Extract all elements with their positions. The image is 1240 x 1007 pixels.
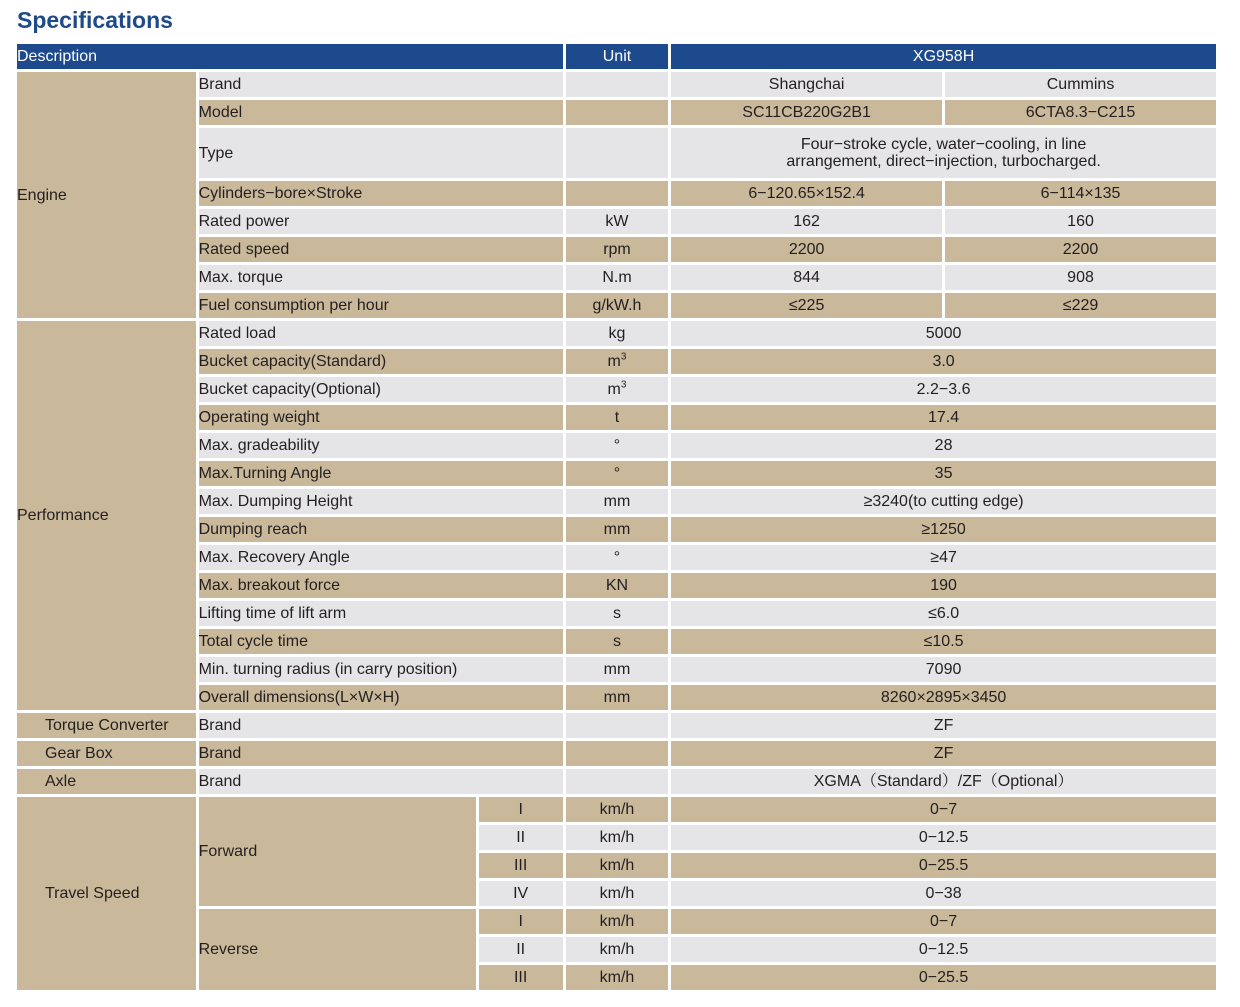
row-unit: t: [566, 405, 668, 430]
table-row: [17, 965, 1216, 990]
row-unit: km/h: [566, 937, 668, 962]
row-value: 0−25.5: [671, 853, 1216, 878]
category-gear-box: Gear Box: [17, 741, 196, 766]
table-row: [17, 769, 1216, 794]
gear-label: IV: [479, 881, 563, 906]
row-value: ≥1250: [671, 517, 1216, 542]
row-value: 0−12.5: [671, 937, 1216, 962]
value-cummins: ≤229: [945, 293, 1216, 318]
table-row: [17, 489, 1216, 514]
row-label: Max. torque: [199, 265, 563, 290]
row-label: Cylinders−bore×Stroke: [199, 181, 563, 206]
row-label: Total cycle time: [199, 629, 563, 654]
row-label: Brand: [199, 741, 563, 766]
value-cummins: 6−114×135: [945, 181, 1216, 206]
unit-superscript: 3: [620, 351, 627, 363]
row-value: 0−7: [671, 797, 1216, 822]
table-header-row: [17, 44, 1216, 69]
table-row: [17, 433, 1216, 458]
row-label: Bucket capacity(Optional): [199, 377, 563, 402]
row-value: 5000: [671, 321, 1216, 346]
row-label: Rated load: [199, 321, 563, 346]
header-description: Description: [17, 44, 563, 69]
row-unit: [566, 72, 668, 97]
gear-label: I: [479, 797, 563, 822]
row-unit: N.m: [566, 265, 668, 290]
row-value: 190: [671, 573, 1216, 598]
row-unit: [566, 741, 668, 766]
row-unit: mm: [566, 489, 668, 514]
row-unit: s: [566, 601, 668, 626]
type-line-2: arrangement, direct−injection, turbocharged.: [786, 153, 1101, 170]
row-label: Lifting time of lift arm: [199, 601, 563, 626]
row-unit: [566, 769, 668, 794]
row-value: 2.2−3.6: [671, 377, 1216, 402]
row-label: Max. Dumping Height: [199, 489, 563, 514]
table-row: [17, 685, 1216, 710]
row-unit: km/h: [566, 881, 668, 906]
row-value: 17.4: [671, 405, 1216, 430]
row-unit: [566, 377, 668, 402]
gear-label: II: [479, 937, 563, 962]
value-shangchai: ≤225: [671, 293, 942, 318]
row-value: 0−38: [671, 881, 1216, 906]
value-type: [671, 128, 1216, 178]
table-row: [17, 181, 1216, 206]
table-row: [17, 321, 1216, 346]
row-unit: mm: [566, 685, 668, 710]
row-label: Overall dimensions(L×W×H): [199, 685, 563, 710]
row-unit: °: [566, 461, 668, 486]
row-unit: [566, 181, 668, 206]
row-label: Min. turning radius (in carry position): [199, 657, 563, 682]
header-model: XG958H: [671, 44, 1216, 69]
row-value: ≥47: [671, 545, 1216, 570]
row-unit: mm: [566, 657, 668, 682]
row-value: 28: [671, 433, 1216, 458]
row-value: 0−25.5: [671, 965, 1216, 990]
table-row: [17, 265, 1216, 290]
table-row: [17, 209, 1216, 234]
row-unit: [566, 128, 668, 178]
table-row: [17, 349, 1216, 374]
row-value: 8260×2895×3450: [671, 685, 1216, 710]
row-label: Max.Turning Angle: [199, 461, 563, 486]
table-row: [17, 545, 1216, 570]
row-unit: rpm: [566, 237, 668, 262]
row-label: Brand: [199, 72, 563, 97]
row-unit: s: [566, 629, 668, 654]
row-unit: °: [566, 545, 668, 570]
row-label: Fuel consumption per hour: [199, 293, 563, 318]
unit-superscript: 3: [620, 379, 627, 391]
table-row: [17, 797, 1216, 822]
category-engine: Engine: [17, 72, 196, 318]
row-value: 3.0: [671, 349, 1216, 374]
row-unit: KN: [566, 573, 668, 598]
value-shangchai: 844: [671, 265, 942, 290]
travel-forward-label: Forward: [199, 797, 476, 906]
travel-reverse-label: Reverse: [199, 909, 476, 990]
gear-label: I: [479, 909, 563, 934]
category-performance: Performance: [17, 321, 196, 710]
category-axle: Axle: [17, 769, 196, 794]
value-shangchai: SC11CB220G2B1: [671, 100, 942, 125]
value-shangchai: 2200: [671, 237, 942, 262]
row-value: 35: [671, 461, 1216, 486]
row-value: ≥3240(to cutting edge): [671, 489, 1216, 514]
row-label: Brand: [199, 713, 563, 738]
row-value: 0−7: [671, 909, 1216, 934]
table-row: [17, 461, 1216, 486]
row-label: Max. breakout force: [199, 573, 563, 598]
value-shangchai: Shangchai: [671, 72, 942, 97]
table-row: [17, 629, 1216, 654]
category-torque-converter: Torque Converter: [17, 713, 196, 738]
row-label: Max. gradeability: [199, 433, 563, 458]
value-cummins: 2200: [945, 237, 1216, 262]
table-row: [17, 853, 1216, 878]
row-label: Model: [199, 100, 563, 125]
page-title: Specifications: [17, 7, 173, 33]
table-row: [17, 657, 1216, 682]
unit-base: m: [607, 353, 621, 370]
gear-label: II: [479, 825, 563, 850]
table-row: [17, 72, 1216, 97]
table-row: [17, 128, 1216, 178]
value-cummins: 6CTA8.3−C215: [945, 100, 1216, 125]
row-value: 0−12.5: [671, 825, 1216, 850]
row-unit: °: [566, 433, 668, 458]
row-unit: kW: [566, 209, 668, 234]
row-label: Operating weight: [199, 405, 563, 430]
row-value: 7090: [671, 657, 1216, 682]
row-label: Dumping reach: [199, 517, 563, 542]
table-row: [17, 881, 1216, 906]
table-row: [17, 909, 1216, 934]
table-row: [17, 713, 1216, 738]
value-shangchai: 162: [671, 209, 942, 234]
unit-base: m: [607, 381, 621, 398]
table-row: [17, 377, 1216, 402]
table-row: [17, 100, 1216, 125]
type-line-1: Four−stroke cycle, water−cooling, in line: [800, 136, 1087, 153]
header-unit: Unit: [566, 44, 668, 69]
row-unit: km/h: [566, 965, 668, 990]
row-unit: km/h: [566, 909, 668, 934]
table-row: [17, 601, 1216, 626]
row-value: ≤6.0: [671, 601, 1216, 626]
row-unit: km/h: [566, 853, 668, 878]
row-label: Rated power: [199, 209, 563, 234]
row-label: Rated speed: [199, 237, 563, 262]
row-label: Bucket capacity(Standard): [199, 349, 563, 374]
row-label: Brand: [199, 769, 563, 794]
table-row: [17, 293, 1216, 318]
row-label: Type: [199, 128, 563, 178]
table-row: [17, 517, 1216, 542]
specifications-table: [14, 41, 1219, 993]
table-row: [17, 573, 1216, 598]
value-shangchai: 6−120.65×152.4: [671, 181, 942, 206]
row-value: XGMA（Standard）/ZF（Optional）: [671, 769, 1216, 794]
row-value: ZF: [671, 741, 1216, 766]
table-row: [17, 937, 1216, 962]
row-value: ZF: [671, 713, 1216, 738]
row-unit: g/kW.h: [566, 293, 668, 318]
row-unit: km/h: [566, 797, 668, 822]
row-label: Max. Recovery Angle: [199, 545, 563, 570]
row-unit: km/h: [566, 825, 668, 850]
row-unit: [566, 713, 668, 738]
row-unit: kg: [566, 321, 668, 346]
table-row: [17, 237, 1216, 262]
row-value: ≤10.5: [671, 629, 1216, 654]
table-row: [17, 405, 1216, 430]
gear-label: III: [479, 853, 563, 878]
row-unit: [566, 349, 668, 374]
table-row: [17, 741, 1216, 766]
value-cummins: 908: [945, 265, 1216, 290]
category-travel-speed: Travel Speed: [17, 797, 196, 990]
row-unit: mm: [566, 517, 668, 542]
value-cummins: Cummins: [945, 72, 1216, 97]
value-cummins: 160: [945, 209, 1216, 234]
gear-label: III: [479, 965, 563, 990]
row-unit: [566, 100, 668, 125]
table-row: [17, 825, 1216, 850]
